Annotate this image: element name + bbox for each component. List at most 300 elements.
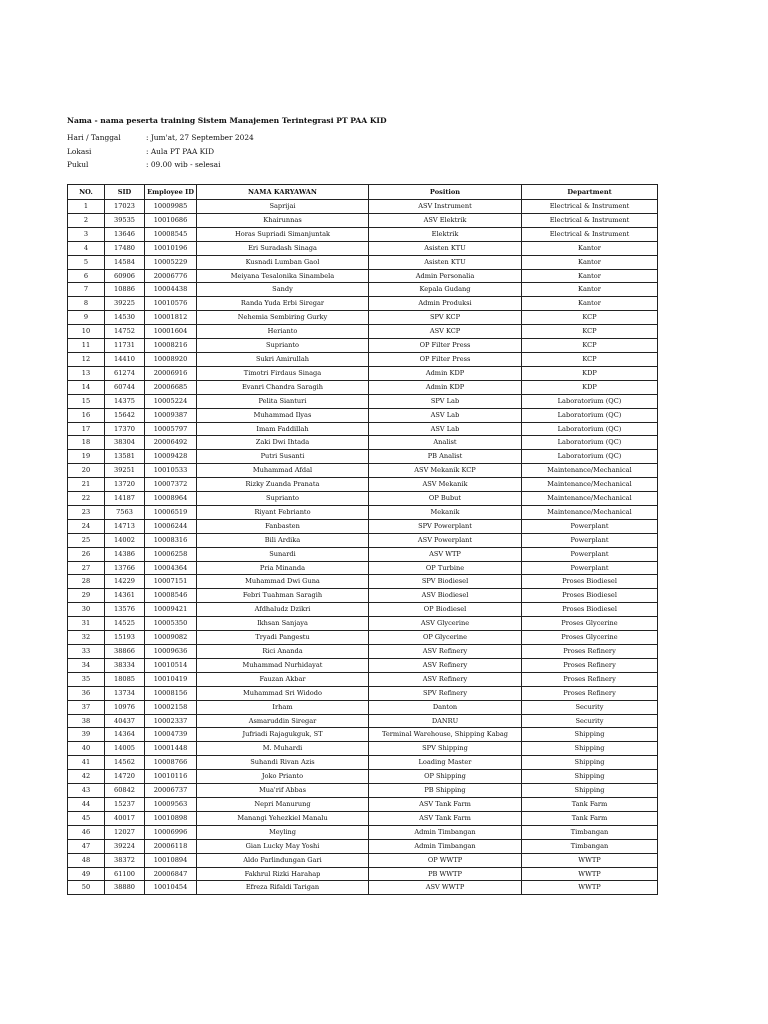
table-row: [68, 631, 658, 645]
cell-name: Evanri Chandra Saragih: [197, 380, 369, 394]
cell-department: Security: [522, 714, 658, 728]
cell-name: Nehemia Sembiring Gurky: [197, 311, 369, 325]
cell-sid: 14562: [105, 756, 145, 770]
cell-employee-id: 10007151: [145, 575, 197, 589]
cell-name: Muhammad Sri Widodo: [197, 686, 369, 700]
cell-no: 41: [68, 756, 105, 770]
cell-no: 34: [68, 658, 105, 672]
cell-department: Kantor: [522, 297, 658, 311]
cell-sid: 14187: [105, 492, 145, 506]
cell-name: Nepri Manurung: [197, 797, 369, 811]
cell-employee-id: 10009563: [145, 797, 197, 811]
cell-sid: 15237: [105, 797, 145, 811]
cell-sid: 10976: [105, 700, 145, 714]
cell-department: Powerplant: [522, 533, 658, 547]
cell-employee-id: 10002158: [145, 700, 197, 714]
cell-name: Eri Suradash Sinaga: [197, 241, 369, 255]
cell-sid: 61274: [105, 366, 145, 380]
cell-name: Sunardi: [197, 547, 369, 561]
cell-employee-id: 10010196: [145, 241, 197, 255]
cell-department: KCP: [522, 339, 658, 353]
cell-no: 31: [68, 617, 105, 631]
cell-department: Powerplant: [522, 519, 658, 533]
table-row: [68, 269, 658, 283]
table-header-row: [68, 185, 658, 200]
cell-no: 12: [68, 352, 105, 366]
table-row: [68, 366, 658, 380]
cell-position: Loading Master: [369, 756, 522, 770]
cell-name: Meyling: [197, 825, 369, 839]
table-row: [68, 339, 658, 353]
cell-employee-id: 10010514: [145, 658, 197, 672]
table-row: [68, 213, 658, 227]
cell-sid: 38304: [105, 436, 145, 450]
cell-name: Asmaruddin Siregar: [197, 714, 369, 728]
cell-no: 50: [68, 881, 105, 895]
table-row: [68, 645, 658, 659]
cell-no: 49: [68, 867, 105, 881]
cell-sid: 14713: [105, 519, 145, 533]
table-row: [68, 533, 658, 547]
cell-sid: 40437: [105, 714, 145, 728]
cell-name: Pria Minanda: [197, 561, 369, 575]
cell-sid: 14229: [105, 575, 145, 589]
cell-employee-id: 10006244: [145, 519, 197, 533]
cell-no: 19: [68, 450, 105, 464]
cell-name: Herianto: [197, 325, 369, 339]
cell-sid: 13766: [105, 561, 145, 575]
cell-no: 14: [68, 380, 105, 394]
col-header-no: NO.: [68, 185, 105, 200]
meta-time: [67, 160, 220, 169]
cell-employee-id: 10007372: [145, 478, 197, 492]
cell-sid: 14720: [105, 770, 145, 784]
cell-sid: 39225: [105, 297, 145, 311]
cell-position: SPV Biodiesel: [369, 575, 522, 589]
cell-department: Powerplant: [522, 547, 658, 561]
cell-position: Admin Produksi: [369, 297, 522, 311]
cell-position: ASV WTP: [369, 547, 522, 561]
cell-name: Fanbasten: [197, 519, 369, 533]
cell-no: 18: [68, 436, 105, 450]
cell-position: PB Shipping: [369, 784, 522, 798]
cell-department: Shipping: [522, 756, 658, 770]
cell-position: Asisten KTU: [369, 241, 522, 255]
cell-department: Laboratorium (QC): [522, 436, 658, 450]
cell-sid: 18085: [105, 672, 145, 686]
cell-position: OP WWTP: [369, 853, 522, 867]
table-row: [68, 297, 658, 311]
cell-employee-id: 10001448: [145, 742, 197, 756]
cell-name: Zaki Dwi Ihtada: [197, 436, 369, 450]
cell-no: 16: [68, 408, 105, 422]
table-row: [68, 853, 658, 867]
meta-label: Hari / Tanggal: [67, 133, 121, 142]
cell-department: WWTP: [522, 853, 658, 867]
cell-name: Joko Prianto: [197, 770, 369, 784]
cell-name: Riyant Febrianto: [197, 505, 369, 519]
cell-no: 44: [68, 797, 105, 811]
cell-sid: 38334: [105, 658, 145, 672]
cell-sid: 39535: [105, 213, 145, 227]
cell-position: SPV KCP: [369, 311, 522, 325]
cell-no: 22: [68, 492, 105, 506]
cell-no: 15: [68, 394, 105, 408]
cell-department: WWTP: [522, 881, 658, 895]
table-row: [68, 839, 658, 853]
cell-no: 6: [68, 269, 105, 283]
cell-sid: 39224: [105, 839, 145, 853]
cell-employee-id: 10009387: [145, 408, 197, 422]
table-row: [68, 394, 658, 408]
cell-department: Kantor: [522, 283, 658, 297]
cell-sid: 15642: [105, 408, 145, 422]
cell-sid: 60744: [105, 380, 145, 394]
cell-no: 32: [68, 631, 105, 645]
cell-no: 24: [68, 519, 105, 533]
cell-employee-id: 20006685: [145, 380, 197, 394]
cell-department: KCP: [522, 325, 658, 339]
cell-no: 3: [68, 227, 105, 241]
cell-sid: 14375: [105, 394, 145, 408]
cell-department: Maintenance/Mechanical: [522, 464, 658, 478]
table-row: [68, 575, 658, 589]
cell-employee-id: 10010533: [145, 464, 197, 478]
cell-sid: 38880: [105, 881, 145, 895]
cell-name: Manangi Yehezkiel Manalu: [197, 811, 369, 825]
cell-employee-id: 10010898: [145, 811, 197, 825]
cell-employee-id: 10008766: [145, 756, 197, 770]
cell-no: 13: [68, 366, 105, 380]
cell-department: WWTP: [522, 867, 658, 881]
cell-employee-id: 10008316: [145, 533, 197, 547]
cell-name: Kusnadi Lumban Gaol: [197, 255, 369, 269]
table-row: [68, 728, 658, 742]
cell-no: 4: [68, 241, 105, 255]
cell-department: Powerplant: [522, 561, 658, 575]
table-row: [68, 519, 658, 533]
cell-position: Terminal Warehouse, Shipping Kabag: [369, 728, 522, 742]
cell-sid: 13576: [105, 603, 145, 617]
cell-employee-id: 10010454: [145, 881, 197, 895]
cell-sid: 14364: [105, 728, 145, 742]
table-row: [68, 811, 658, 825]
cell-employee-id: 10008156: [145, 686, 197, 700]
cell-position: ASV Mekanik: [369, 478, 522, 492]
cell-position: ASV KCP: [369, 325, 522, 339]
cell-sid: 14525: [105, 617, 145, 631]
cell-employee-id: 10008920: [145, 352, 197, 366]
cell-department: Laboratorium (QC): [522, 408, 658, 422]
cell-name: Meiyana Tesalonika Sinambela: [197, 269, 369, 283]
cell-position: Asisten KTU: [369, 255, 522, 269]
cell-department: Electrical & Instrument: [522, 213, 658, 227]
cell-employee-id: 10002337: [145, 714, 197, 728]
table-row: [68, 825, 658, 839]
cell-name: Saprijai: [197, 200, 369, 214]
table-row: [68, 784, 658, 798]
table-body: [68, 200, 658, 895]
cell-sid: 13734: [105, 686, 145, 700]
meta-date: [67, 133, 254, 142]
cell-name: Mua'rif Abbas: [197, 784, 369, 798]
cell-position: ASV Lab: [369, 408, 522, 422]
cell-name: Randa Yuda Erbi Siregar: [197, 297, 369, 311]
cell-position: PB Analist: [369, 450, 522, 464]
cell-department: Proses Glycerine: [522, 617, 658, 631]
cell-department: Maintenance/Mechanical: [522, 492, 658, 506]
cell-department: Proses Refinery: [522, 686, 658, 700]
table-row: [68, 881, 658, 895]
cell-employee-id: 10001812: [145, 311, 197, 325]
cell-name: Febri Tuahman Saragih: [197, 589, 369, 603]
table-row: [68, 756, 658, 770]
cell-no: 45: [68, 811, 105, 825]
cell-no: 26: [68, 547, 105, 561]
cell-department: Proses Refinery: [522, 658, 658, 672]
cell-name: Gian Lucky May Yoshi: [197, 839, 369, 853]
cell-name: M. Muhardi: [197, 742, 369, 756]
cell-no: 25: [68, 533, 105, 547]
table-row: [68, 797, 658, 811]
table-row: [68, 436, 658, 450]
cell-name: Muhammad Ilyas: [197, 408, 369, 422]
table-row: [68, 492, 658, 506]
col-header-sid: SID: [105, 185, 145, 200]
cell-employee-id: 10006258: [145, 547, 197, 561]
cell-department: Proses Biodiesel: [522, 603, 658, 617]
cell-department: Electrical & Instrument: [522, 227, 658, 241]
table-row: [68, 561, 658, 575]
cell-department: Proses Refinery: [522, 645, 658, 659]
col-header-position: Position: [369, 185, 522, 200]
cell-department: Proses Biodiesel: [522, 575, 658, 589]
cell-department: Kantor: [522, 241, 658, 255]
cell-sid: 7563: [105, 505, 145, 519]
cell-name: Bili Ardika: [197, 533, 369, 547]
cell-sid: 39251: [105, 464, 145, 478]
cell-department: Shipping: [522, 770, 658, 784]
cell-department: Kantor: [522, 269, 658, 283]
cell-sid: 14386: [105, 547, 145, 561]
cell-name: Tryadi Pangestu: [197, 631, 369, 645]
cell-no: 2: [68, 213, 105, 227]
cell-employee-id: 20006492: [145, 436, 197, 450]
cell-no: 7: [68, 283, 105, 297]
table-row: [68, 478, 658, 492]
cell-employee-id: 10004364: [145, 561, 197, 575]
cell-department: KDP: [522, 380, 658, 394]
cell-name: Jufriadi Rajagukguk, ST: [197, 728, 369, 742]
table-row: [68, 603, 658, 617]
cell-no: 21: [68, 478, 105, 492]
table-row: [68, 352, 658, 366]
table-row: [68, 311, 658, 325]
cell-position: PB WWTP: [369, 867, 522, 881]
cell-name: Muhammad Dwi Guna: [197, 575, 369, 589]
cell-employee-id: 10004438: [145, 283, 197, 297]
cell-employee-id: 20006118: [145, 839, 197, 853]
cell-no: 27: [68, 561, 105, 575]
cell-name: Putri Susanti: [197, 450, 369, 464]
meta-label: Lokasi: [67, 147, 92, 156]
table-row: [68, 686, 658, 700]
cell-position: SPV Shipping: [369, 742, 522, 756]
cell-name: Ikhsan Sanjaya: [197, 617, 369, 631]
cell-name: Rici Ananda: [197, 645, 369, 659]
cell-department: Tank Farm: [522, 797, 658, 811]
cell-name: Sukri Amirullah: [197, 352, 369, 366]
cell-position: Admin KDP: [369, 380, 522, 394]
cell-sid: 10886: [105, 283, 145, 297]
cell-employee-id: 10006519: [145, 505, 197, 519]
cell-position: ASV Mekanik KCP: [369, 464, 522, 478]
cell-employee-id: 10009421: [145, 603, 197, 617]
table-row: [68, 672, 658, 686]
cell-employee-id: 10008964: [145, 492, 197, 506]
cell-position: ASV Refinery: [369, 658, 522, 672]
table-row: [68, 200, 658, 214]
cell-position: OP Filter Press: [369, 352, 522, 366]
cell-position: ASV Tank Farm: [369, 797, 522, 811]
cell-department: Shipping: [522, 742, 658, 756]
cell-department: Shipping: [522, 728, 658, 742]
cell-department: Electrical & Instrument: [522, 200, 658, 214]
table-row: [68, 255, 658, 269]
cell-sid: 60842: [105, 784, 145, 798]
cell-position: Admin Personalia: [369, 269, 522, 283]
cell-no: 29: [68, 589, 105, 603]
cell-name: Afdhaludz Dzikri: [197, 603, 369, 617]
cell-no: 38: [68, 714, 105, 728]
cell-sid: 14752: [105, 325, 145, 339]
cell-name: Irham: [197, 700, 369, 714]
cell-sid: 13581: [105, 450, 145, 464]
cell-position: Kepala Gudang: [369, 283, 522, 297]
cell-position: OP Shipping: [369, 770, 522, 784]
cell-employee-id: 10008545: [145, 227, 197, 241]
cell-sid: 14584: [105, 255, 145, 269]
table-row: [68, 714, 658, 728]
table-row: [68, 464, 658, 478]
cell-sid: 13720: [105, 478, 145, 492]
cell-position: SPV Refinery: [369, 686, 522, 700]
cell-department: Security: [522, 700, 658, 714]
cell-no: 1: [68, 200, 105, 214]
cell-employee-id: 10008546: [145, 589, 197, 603]
cell-no: 5: [68, 255, 105, 269]
cell-position: DANRU: [369, 714, 522, 728]
cell-sid: 14002: [105, 533, 145, 547]
cell-no: 48: [68, 853, 105, 867]
cell-name: Suprianto: [197, 492, 369, 506]
cell-sid: 60906: [105, 269, 145, 283]
cell-name: Sandy: [197, 283, 369, 297]
cell-position: ASV Instrument: [369, 200, 522, 214]
cell-sid: 14361: [105, 589, 145, 603]
cell-employee-id: 10010576: [145, 297, 197, 311]
cell-department: Proses Refinery: [522, 672, 658, 686]
cell-no: 43: [68, 784, 105, 798]
cell-position: ASV Tank Farm: [369, 811, 522, 825]
cell-name: Imam Faddillah: [197, 422, 369, 436]
cell-name: Timotri Firdaus Sinaga: [197, 366, 369, 380]
cell-sid: 61100: [105, 867, 145, 881]
cell-name: Fauzan Akbar: [197, 672, 369, 686]
cell-sid: 38866: [105, 645, 145, 659]
cell-no: 46: [68, 825, 105, 839]
cell-sid: 17023: [105, 200, 145, 214]
col-header-name: NAMA KARYAWAN: [197, 185, 369, 200]
cell-no: 33: [68, 645, 105, 659]
cell-no: 23: [68, 505, 105, 519]
cell-department: Maintenance/Mechanical: [522, 505, 658, 519]
table-row: [68, 380, 658, 394]
cell-department: KDP: [522, 366, 658, 380]
table-row: [68, 450, 658, 464]
cell-no: 40: [68, 742, 105, 756]
cell-no: 28: [68, 575, 105, 589]
cell-position: ASV WWTP: [369, 881, 522, 895]
cell-employee-id: 10010686: [145, 213, 197, 227]
cell-name: Fakhrul Rizki Harahap: [197, 867, 369, 881]
table-row: [68, 589, 658, 603]
cell-position: ASV Elektrik: [369, 213, 522, 227]
meta-location: [67, 147, 214, 156]
cell-no: 47: [68, 839, 105, 853]
cell-department: Kantor: [522, 255, 658, 269]
meta-value: : Aula PT PAA KID: [146, 147, 214, 156]
cell-department: Timbangan: [522, 825, 658, 839]
cell-position: OP Turbine: [369, 561, 522, 575]
cell-employee-id: 20006916: [145, 366, 197, 380]
cell-name: Pelita Sianturi: [197, 394, 369, 408]
cell-position: Danton: [369, 700, 522, 714]
cell-name: Aldo Parlindungan Gari: [197, 853, 369, 867]
cell-position: OP Biodiesel: [369, 603, 522, 617]
cell-sid: 38372: [105, 853, 145, 867]
cell-employee-id: 10010419: [145, 672, 197, 686]
cell-position: Elektrik: [369, 227, 522, 241]
cell-name: Rizky Zuanda Pranata: [197, 478, 369, 492]
cell-employee-id: 10010894: [145, 853, 197, 867]
cell-employee-id: 10009985: [145, 200, 197, 214]
cell-no: 35: [68, 672, 105, 686]
cell-name: Khairunnas: [197, 213, 369, 227]
table-row: [68, 700, 658, 714]
cell-sid: 15193: [105, 631, 145, 645]
cell-name: Horas Supriadi Simanjuntak: [197, 227, 369, 241]
cell-employee-id: 20006847: [145, 867, 197, 881]
cell-sid: 40017: [105, 811, 145, 825]
cell-employee-id: 10010116: [145, 770, 197, 784]
table-row: [68, 408, 658, 422]
cell-position: SPV Lab: [369, 394, 522, 408]
cell-position: ASV Refinery: [369, 672, 522, 686]
document-title: Nama - nama peserta training Sistem Manajemen Terintegrasi PT PAA KID: [67, 116, 387, 125]
cell-no: 11: [68, 339, 105, 353]
cell-employee-id: 10004739: [145, 728, 197, 742]
cell-no: 42: [68, 770, 105, 784]
cell-sid: 13646: [105, 227, 145, 241]
col-header-department: Department: [522, 185, 658, 200]
cell-position: ASV Powerplant: [369, 533, 522, 547]
table-row: [68, 770, 658, 784]
cell-position: Admin Timbangan: [369, 839, 522, 853]
cell-position: Admin KDP: [369, 366, 522, 380]
cell-department: Timbangan: [522, 839, 658, 853]
cell-position: OP Filter Press: [369, 339, 522, 353]
